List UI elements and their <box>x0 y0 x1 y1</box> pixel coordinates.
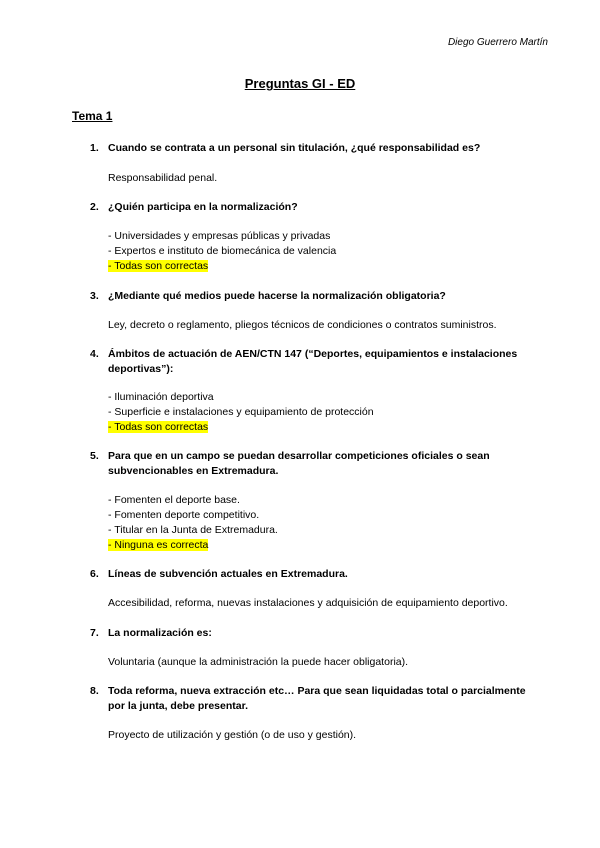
question-text: Para que en un campo se puedan desarrollar competiciones oficiales o sean subvencionables en Extremadura. <box>108 450 490 477</box>
author-name: Diego Guerrero Martín <box>447 37 548 48</box>
answer-block-2 <box>108 229 548 274</box>
question-number: 8. <box>90 685 99 697</box>
highlighted-answer: - Todas son correctas <box>108 421 209 433</box>
answer-block-5 <box>108 493 548 553</box>
answer-line: Ley, decreto o reglamento, pliegos técnicos de condiciones o contratos suministros. <box>108 319 497 331</box>
question-5 <box>90 449 540 479</box>
question-6 <box>90 567 540 582</box>
section-heading: Tema 1 <box>72 109 113 123</box>
answer-block-4 <box>108 390 548 435</box>
question-text: ¿Quién participa en la normalización? <box>108 201 298 213</box>
answer-line: Proyecto de utilización y gestión (o de uso y gestión). <box>108 729 357 741</box>
answer-block-8 <box>108 728 548 743</box>
answer-line: - Titular en la Junta de Extremadura. <box>108 524 278 536</box>
question-1 <box>90 141 540 156</box>
question-4 <box>90 347 540 377</box>
question-3 <box>90 289 540 304</box>
highlighted-answer: - Todas son correctas <box>108 260 209 272</box>
answer-block-1 <box>108 171 548 186</box>
question-number: 4. <box>90 348 99 360</box>
highlighted-answer: - Ninguna es correcta <box>108 539 209 551</box>
answer-line: - Fomenten el deporte base. <box>108 494 240 506</box>
question-text: Líneas de subvención actuales en Extremadura. <box>108 568 348 580</box>
question-text: Toda reforma, nueva extracción etc… Para que sean liquidadas total o parcialmente por la junta, debe presentar. <box>108 685 526 712</box>
answer-line: - Universidades y empresas públicas y privadas <box>108 230 331 242</box>
answer-line: Responsabilidad penal. <box>108 172 218 184</box>
page-title: Preguntas GI - ED <box>244 76 356 91</box>
question-text: ¿Mediante qué medios puede hacerse la normalización obligatoria? <box>108 290 446 302</box>
answer-line: Accesibilidad, reforma, nuevas instalaciones y adquisición de equipamiento deportivo. <box>108 597 508 609</box>
answer-block-7 <box>108 655 548 670</box>
question-number: 5. <box>90 450 99 462</box>
question-text: Ámbitos de actuación de AEN/CTN 147 (“Deportes, equipamientos e instalaciones deportivas”): <box>108 348 518 375</box>
answer-block-6 <box>108 596 548 611</box>
answer-block-3 <box>108 318 548 333</box>
answer-line: - Expertos e instituto de biomecánica de valencia <box>108 245 337 257</box>
question-number: 6. <box>90 568 99 580</box>
question-8 <box>90 684 540 714</box>
question-text: La normalización es: <box>108 627 212 639</box>
question-7 <box>90 626 540 641</box>
answer-line: - Iluminación deportiva <box>108 391 214 403</box>
question-number: 2. <box>90 201 99 213</box>
question-number: 3. <box>90 290 99 302</box>
question-number: 7. <box>90 627 99 639</box>
question-number: 1. <box>90 142 99 154</box>
answer-line: - Superficie e instalaciones y equipamiento de protección <box>108 406 374 418</box>
question-text: Cuando se contrata a un personal sin titulación, ¿qué responsabilidad es? <box>108 142 481 154</box>
question-2 <box>90 200 540 215</box>
answer-line: - Fomenten deporte competitivo. <box>108 509 260 521</box>
answer-line: Voluntaria (aunque la administración la puede hacer obligatoria). <box>108 656 409 668</box>
